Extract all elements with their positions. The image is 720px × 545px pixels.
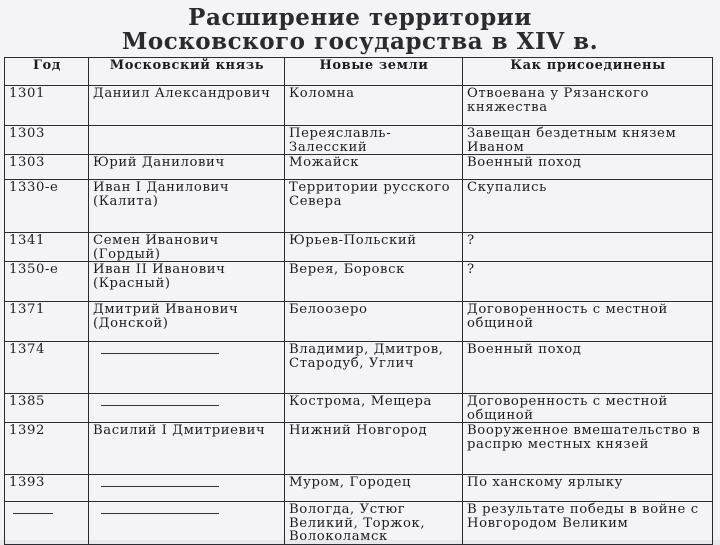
cell-how — [463, 502, 713, 545]
cell-year-text: 1374 — [9, 342, 45, 357]
cell-year-text: 1341 — [9, 233, 45, 248]
cell-how — [463, 342, 713, 394]
table-row — [5, 262, 713, 302]
cell-lands-text: Нижний Новгород — [289, 423, 428, 438]
cell-lands — [285, 423, 463, 475]
header-year: Год — [5, 58, 89, 86]
cell-how — [463, 155, 713, 180]
cell-prince-text: Иван I Данилович (Калита) — [93, 180, 230, 209]
cell-lands — [285, 233, 463, 262]
cell-how-text: Военный поход — [467, 342, 582, 357]
cell-how-text: Отвоевана у Рязанского княжества — [467, 86, 650, 115]
cell-year — [5, 233, 89, 262]
cell-how-text: По ханскому ярлыку — [467, 475, 623, 490]
cell-year-text: 1371 — [9, 302, 45, 317]
cell-how — [463, 423, 713, 475]
cell-lands-text: Кострома, Мещера — [289, 394, 432, 409]
cell-how-text: ? — [467, 233, 475, 248]
cell-how — [463, 302, 713, 342]
cell-year — [5, 342, 89, 394]
cell-prince-text: Юрий Данилович — [93, 155, 225, 170]
cell-lands-text: Юрьев-Польский — [289, 233, 417, 248]
cell-lands-text: Вологда, Устюг Великий, Торжок, Волоколамск — [289, 502, 426, 544]
cell-year — [5, 155, 89, 180]
cell-year — [5, 302, 89, 342]
blank-line — [13, 503, 53, 514]
table-row — [5, 342, 713, 394]
cell-how-text: Скупались — [467, 180, 547, 195]
cell-year-text: 1303 — [9, 126, 45, 141]
cell-prince — [89, 342, 285, 394]
cell-lands-text: Муром, Городец — [289, 475, 412, 490]
cell-prince-text: Даниил Александрович — [93, 86, 271, 101]
cell-lands — [285, 394, 463, 423]
cell-how-text: ? — [467, 262, 475, 277]
cell-prince — [89, 233, 285, 262]
table-row — [5, 86, 713, 126]
cell-how — [463, 180, 713, 233]
cell-lands — [285, 475, 463, 502]
cell-prince — [89, 502, 285, 545]
page-title — [0, 6, 720, 54]
cell-how — [463, 475, 713, 502]
table-row — [5, 423, 713, 475]
cell-year-text: 1301 — [9, 86, 45, 101]
cell-prince-text: Иван II Иванович (Красный) — [93, 262, 226, 291]
cell-how-text: Военный поход — [467, 155, 582, 170]
table-row — [5, 502, 713, 545]
table-row — [5, 233, 713, 262]
cell-lands — [285, 155, 463, 180]
cell-prince-text: Дмитрий Иванович (Донской) — [93, 302, 239, 331]
cell-prince — [89, 126, 285, 155]
cell-how — [463, 262, 713, 302]
cell-lands — [285, 302, 463, 342]
table-row — [5, 155, 713, 180]
cell-year — [5, 86, 89, 126]
table-row — [5, 394, 713, 423]
cell-year — [5, 180, 89, 233]
cell-year — [5, 423, 89, 475]
table-row — [5, 302, 713, 342]
cell-lands-text: Можайск — [289, 155, 360, 170]
cell-year — [5, 502, 89, 545]
cell-year — [5, 475, 89, 502]
cell-lands-text: Белоозеро — [289, 302, 368, 317]
cell-prince — [89, 262, 285, 302]
cell-year — [5, 262, 89, 302]
cell-lands — [285, 342, 463, 394]
cell-prince-text: Семен Иванович (Гордый) — [93, 233, 219, 262]
cell-lands — [285, 502, 463, 545]
header-how: Как присоединены — [463, 58, 713, 86]
cell-lands — [285, 86, 463, 126]
table-header-row — [5, 58, 713, 86]
cell-prince — [89, 302, 285, 342]
cell-prince — [89, 180, 285, 233]
cell-prince — [89, 155, 285, 180]
cell-year — [5, 394, 89, 423]
cell-how-text: Договоренность с местной общиной — [467, 302, 668, 331]
blank-line — [101, 476, 219, 487]
cell-year-text: 1393 — [9, 475, 45, 490]
title-line-2: Московского государства в XIV в. — [121, 28, 599, 55]
cell-year-text: 1330-е — [9, 180, 59, 195]
cell-lands — [285, 262, 463, 302]
cell-prince — [89, 423, 285, 475]
title-line-1: Расширение территории — [188, 4, 532, 31]
cell-prince — [89, 86, 285, 126]
blank-line — [101, 343, 219, 354]
cell-how-text: В результате победы в войне с Новгородом Великим — [467, 502, 699, 531]
cell-how — [463, 126, 713, 155]
cell-how — [463, 394, 713, 423]
cell-lands-text: Коломна — [289, 86, 355, 101]
cell-lands-text: Территории русского Севера — [289, 180, 451, 209]
cell-prince — [89, 475, 285, 502]
cell-year-text: 1350-е — [9, 262, 59, 277]
header-lands: Новые земли — [285, 58, 463, 86]
cell-how — [463, 86, 713, 126]
cell-year-text: 1385 — [9, 394, 45, 409]
cell-year-text: 1303 — [9, 155, 45, 170]
cell-year — [5, 126, 89, 155]
cell-lands — [285, 126, 463, 155]
territory-table — [4, 57, 713, 545]
cell-how-text: Договоренность с местной общиной — [467, 394, 668, 423]
cell-how-text: Завещан бездетным князем Иваном — [467, 126, 677, 155]
header-prince: Московский князь — [89, 58, 285, 86]
cell-lands-text: Владимир, Дмитров, Стародуб, Углич — [289, 342, 444, 371]
cell-year-text: 1392 — [9, 423, 45, 438]
table-row — [5, 475, 713, 502]
cell-prince — [89, 394, 285, 423]
table-body — [5, 86, 713, 545]
cell-lands-text: Верея, Боровск — [289, 262, 405, 277]
cell-how-text: Вооруженное вмешательство в распрю местных князей — [467, 423, 701, 452]
table-row — [5, 180, 713, 233]
cell-lands — [285, 180, 463, 233]
cell-prince-text: Василий I Дмитриевич — [93, 423, 266, 438]
blank-line — [101, 395, 219, 406]
cell-lands-text: Переяславль-Залесский — [289, 126, 392, 155]
table-row — [5, 126, 713, 155]
blank-line — [101, 503, 219, 514]
cell-how — [463, 233, 713, 262]
